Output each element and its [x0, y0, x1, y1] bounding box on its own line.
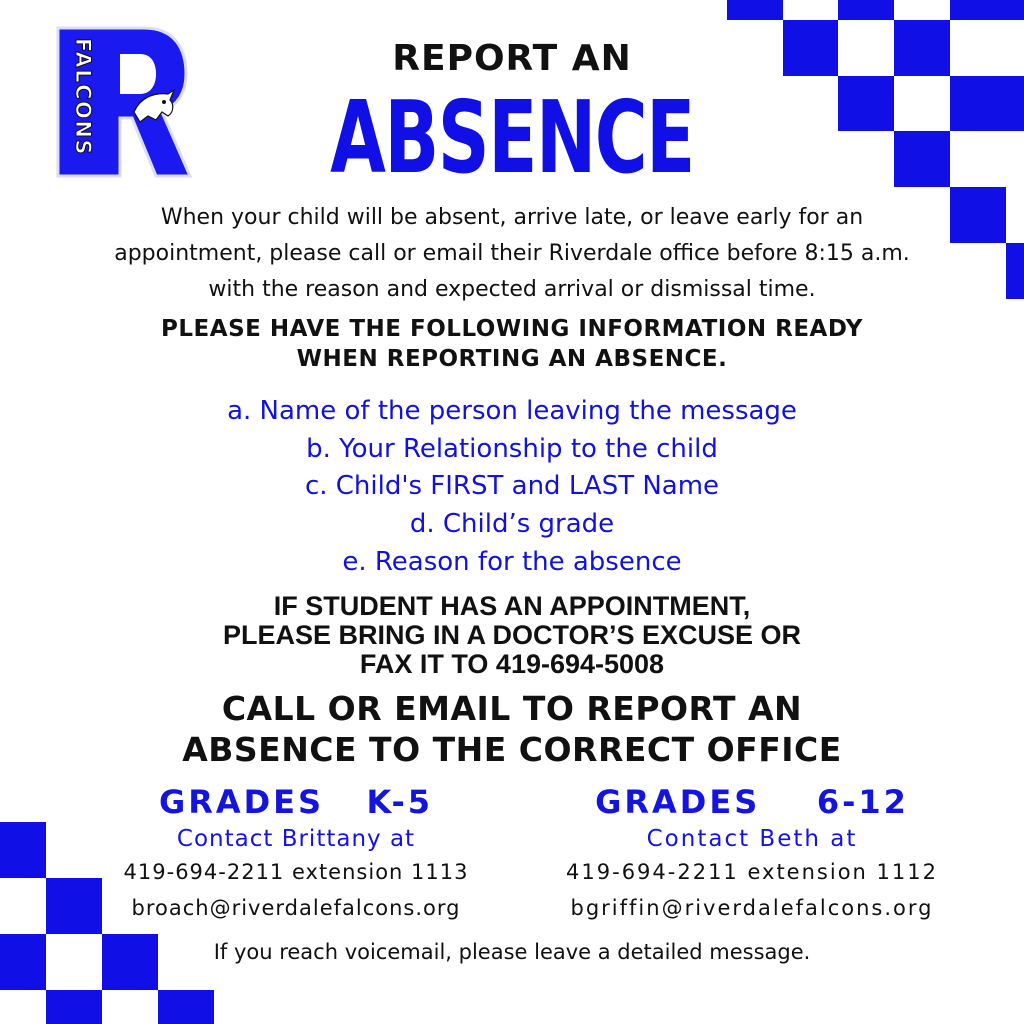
info-list [0, 393, 1024, 582]
appointment-notice [0, 592, 1024, 679]
prepare-line: PLEASE HAVE THE FOLLOWING INFORMATION READY [161, 316, 863, 342]
email-address[interactable]: broach@riverdalefalcons.org [131, 896, 461, 920]
appointment-line: PLEASE BRING IN A DOCTOR’S EXCUSE OR [222, 620, 802, 650]
list-item: e. Reason for the absence [342, 546, 682, 577]
office-k5 [76, 780, 516, 926]
list-item: a. Name of the person leaving the message [227, 396, 797, 426]
title-line-1: REPORT AN [392, 38, 632, 79]
call-line: CALL OR EMAIL TO REPORT AN [221, 689, 803, 728]
title-line-2: ABSENCE [330, 79, 694, 196]
office-6-12 [532, 780, 972, 926]
intro-line: with the reason and expected arrival or dismissal time. [208, 277, 816, 302]
grades-label: GRADES 6-12 [595, 783, 909, 821]
email-address[interactable]: bgriffin@riverdalefalcons.org [570, 896, 934, 920]
contact-name: Contact Beth at [646, 826, 858, 852]
list-item: c. Child's FIRST and LAST Name [304, 471, 720, 502]
call-line: ABSENCE TO THE CORRECT OFFICE [182, 730, 842, 769]
appointment-line: FAX IT TO 419-694-5008 [359, 649, 665, 679]
appointment-line: IF STUDENT HAS AN APPOINTMENT, [273, 591, 751, 621]
phone-number[interactable]: 419-694-2211 extension 1112 [566, 860, 938, 884]
intro-line: When your child will be absent, arrive late, or leave early for an [160, 205, 864, 230]
voicemail-note: If you reach voicemail, please leave a detailed message. [213, 940, 811, 964]
list-item: b. Your Relationship to the child [306, 433, 718, 464]
grades-label: GRADES K-5 [158, 783, 434, 821]
intro-paragraph [0, 200, 1024, 308]
contact-name: Contact Brittany at [176, 826, 416, 852]
intro-line: appointment, please call or email their Riverdale office before 8:15 a.m. [114, 241, 910, 266]
prepare-heading [0, 314, 1024, 374]
logo-vertical-text: FALCONS [71, 38, 95, 157]
phone-number[interactable]: 419-694-2211 extension 1113 [123, 860, 469, 884]
call-heading [0, 688, 1024, 770]
prepare-line: WHEN REPORTING AN ABSENCE. [296, 346, 728, 372]
list-item: d. Child’s grade [409, 509, 615, 540]
